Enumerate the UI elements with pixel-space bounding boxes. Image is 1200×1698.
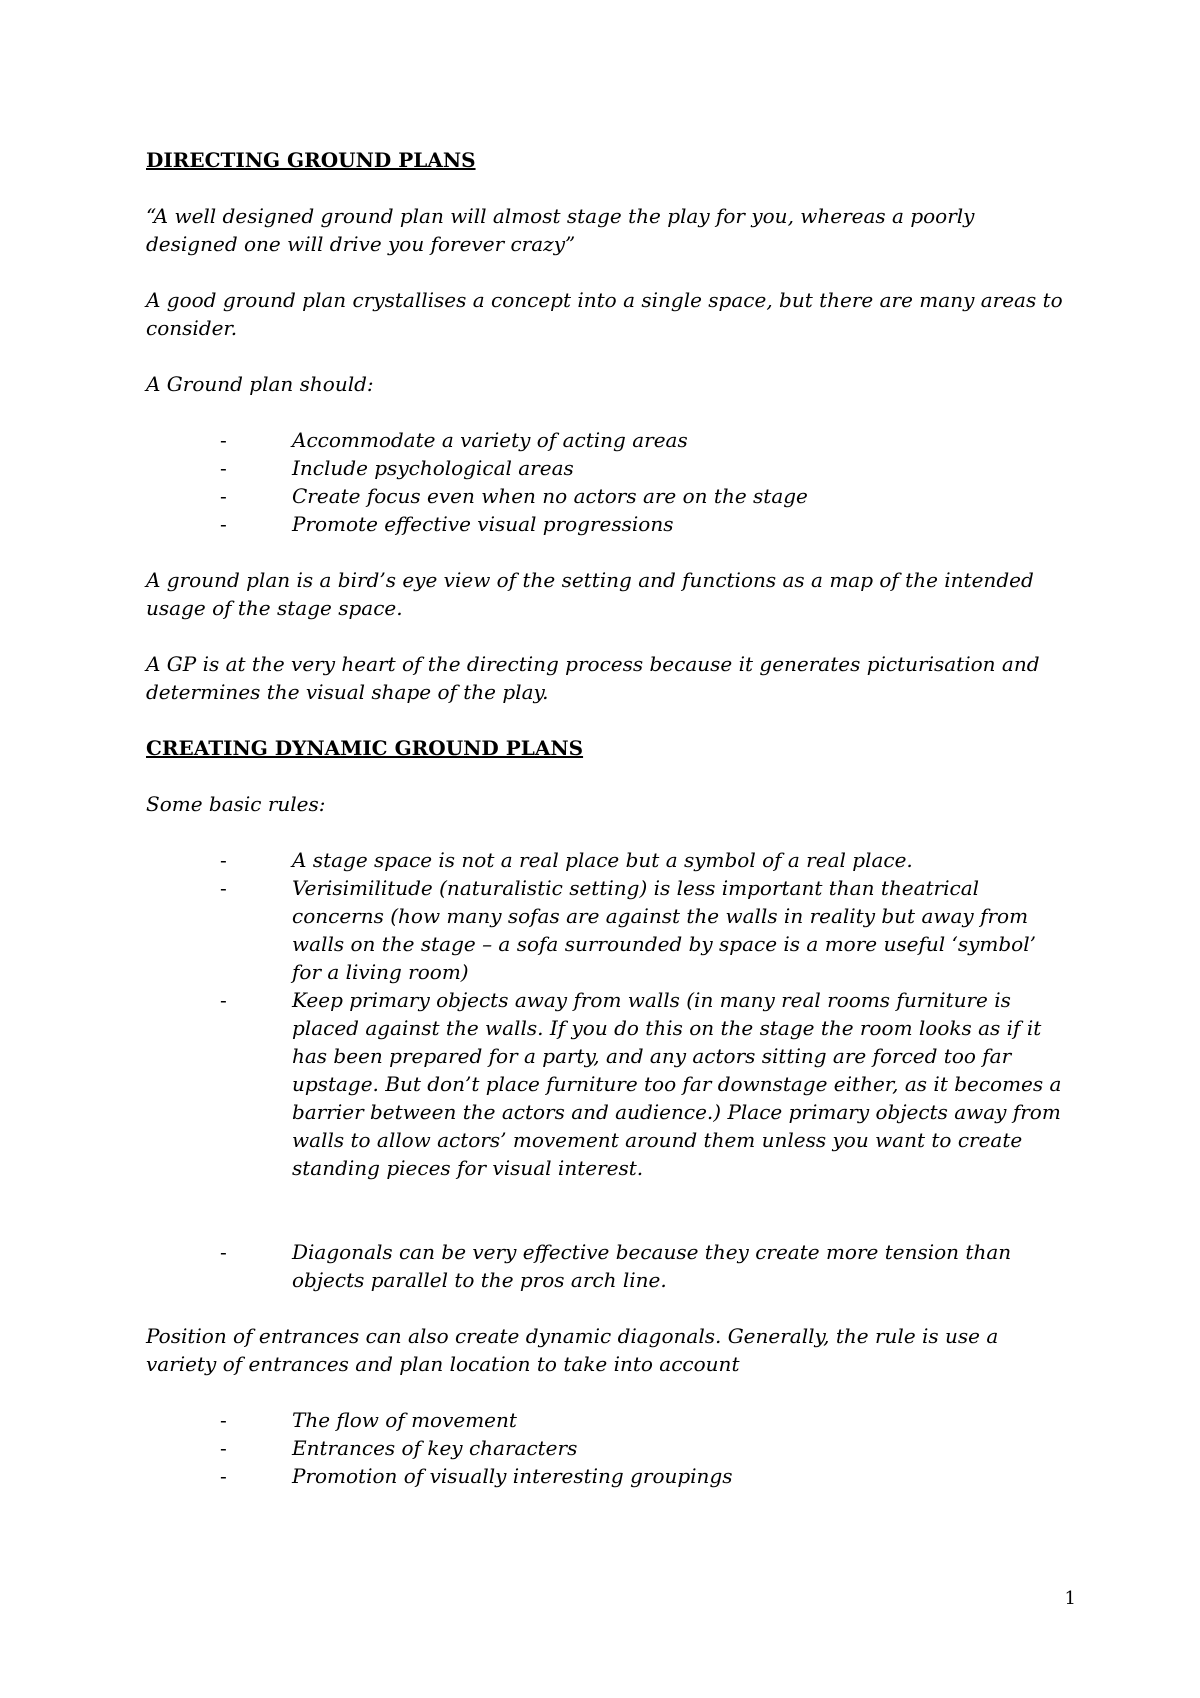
list-item-text: Entrances of key characters [292,1436,578,1460]
dash-bullet: - [220,848,227,872]
birds-eye-paragraph: A ground plan is a bird’s eye view of the setting and functions as a map of the intended usage of the stage space. [146,568,1034,620]
gp-heart-paragraph: A GP is at the very heart of the directing process because it generates picturisation and determines the visual shape of the play. [146,652,1040,704]
list-item-text: Accommodate a variety of acting areas [292,428,688,452]
list-item-text: Create focus even when no actors are on the stage [292,484,808,508]
entrances-paragraph: Position of entrances can also create dynamic diagonals. Generally, the rule is use a variety of entrances and plan location to take into account [146,1324,999,1376]
list-item [146,1406,1066,1434]
rules-label: Some basic rules: [146,792,326,816]
list-item-text: Include psychological areas [292,456,574,480]
list-item [146,1462,1066,1490]
dash-bullet: - [220,484,227,508]
should-label: A Ground plan should: [146,372,374,396]
list-item [146,454,1066,482]
heading-directing-ground-plans: DIRECTING GROUND PLANS [146,148,476,172]
list-item-text: Keep primary objects away from walls (in many real rooms furniture is placed against the walls. If you do this on the stage the room looks as if it has been prepared for a party, and any actors sitting are forced too far upstage. But don’t place furniture too far downstage either, as it becomes a barrier between the actors and audience.) Place primary objects away from walls to allow actors’ movement around them unless you want to create standing pieces for visual interest. [292,988,1062,1180]
list-item [146,1434,1066,1462]
dash-bullet: - [220,1436,227,1460]
intro-paragraph: A good ground plan crystallises a concept into a single space, but there are many areas to consider. [146,288,1063,340]
list-item-text: Promote effective visual progressions [292,512,674,536]
dash-bullet: - [220,988,227,1012]
entrances-list [146,1406,1066,1490]
dash-bullet: - [220,876,227,900]
list-item [146,846,1066,874]
list-item [146,482,1066,510]
should-list [146,426,1066,538]
heading-creating-dynamic-ground-plans: CREATING DYNAMIC GROUND PLANS [146,736,584,760]
dash-bullet: - [220,1240,227,1264]
opening-quote: “A well designed ground plan will almost stage the play for you, whereas a poorly designed one will drive you forever crazy” [146,204,975,256]
list-item-text: The flow of movement [292,1408,517,1432]
rules-list [146,846,1066,1294]
list-item [146,510,1066,538]
list-item [146,426,1066,454]
page-content [146,146,1066,1490]
page-number: 1 [1064,1588,1076,1609]
list-item [146,1238,1066,1294]
list-item [146,986,1066,1182]
dash-bullet: - [220,1464,227,1488]
dash-bullet: - [220,456,227,480]
dash-bullet: - [220,1408,227,1432]
dash-bullet: - [220,428,227,452]
list-item-text: Verisimilitude (naturalistic setting) is less important than theatrical concerns (how many sofas are against the walls in reality but away from walls on the stage – a sofa surrounded by space is a more useful ‘symbol’ for a living room) [292,876,1036,984]
list-item-text: Diagonals can be very effective because they create more tension than objects parallel to the pros arch line. [292,1240,1012,1292]
dash-bullet: - [220,512,227,536]
list-item-text: Promotion of visually interesting groupings [292,1464,733,1488]
list-item-text: A stage space is not a real place but a symbol of a real place. [292,848,913,872]
list-item [146,874,1066,986]
